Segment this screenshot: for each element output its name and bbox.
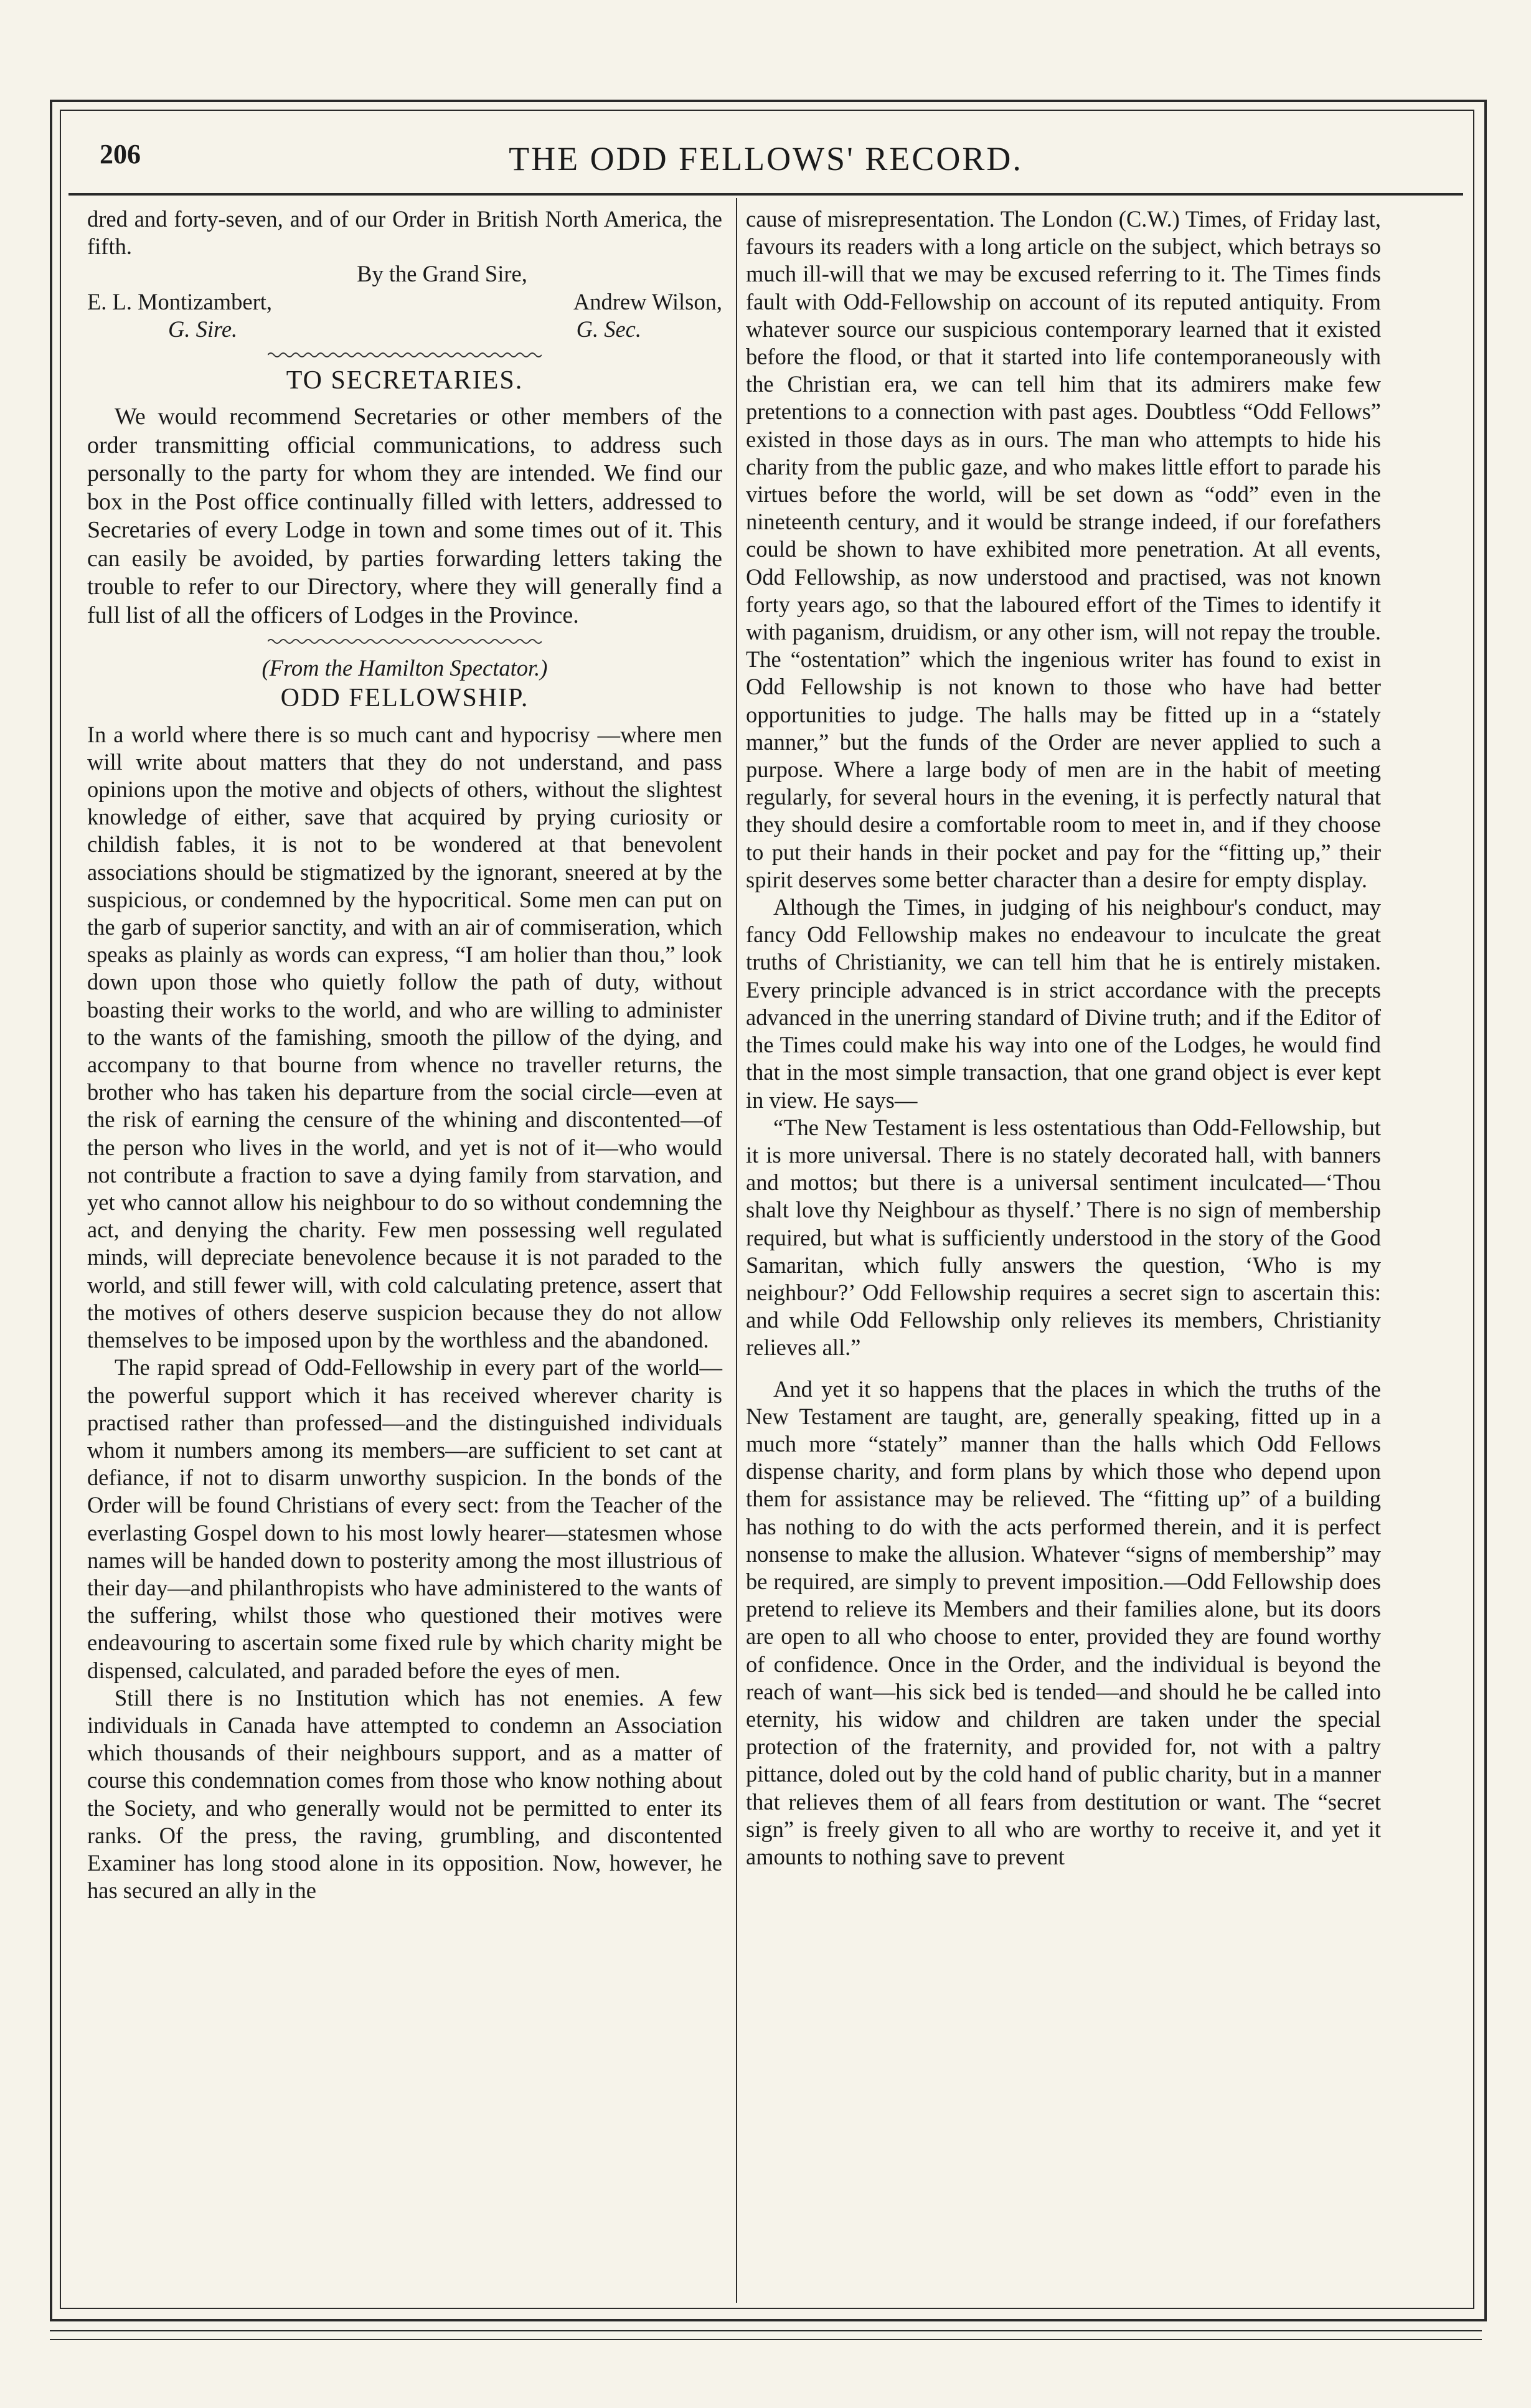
left-column [87,205,722,1904]
right-paragraph-1: cause of misrepresentation. The London (C.W.) Times, of Friday last, favours its readers with a long article on the subject, which betrays so much ill-will that we may be excused referring to it. The Times finds fault with Odd-Fellowship on account of its reputed antiquity. From whatever source our suspicious contemporary learned that it existed before the flood, or that it started into life contemporaneously with the Christian era, we can tell him that its admirers make few pretentions to a connection with past ages. Doubtless “Odd Fellows” existed in those days as in ours. The man who attempts to hide his charity from the public gaze, and who makes little effort to parade his virtues before the world, will be set down as “odd” even in the nineteenth century, and it would be strange indeed, if our forefathers could be shown to have exhibited more penetration. At all events, Odd Fellowship, as now understood and practised, was not known forty years ago, so that the laboured effort of the Times to identify it with paganism, druidism, or any other ism, will not repay the trouble. The “ostentation” which the ingenious writer has found to exist in Odd Fellowship is not known to those who have had better opportunities to judge. The halls may be fitted up in a “stately manner,” but the funds of the Order are never applied to such a purpose. Where a large body of men are in the habit of meeting regularly, for several hours in the evening, it is perfectly natural that they should desire a comfortable room to meet in, and if they choose to put their hands in their pocket and pay for the “fitting up,” their spirit deserves some better character than a desire for empty display. [746,206,1381,892]
by-line: By the Grand Sire, [357,261,527,287]
signer-left-title: G. Sire. [168,316,238,342]
ornamental-divider [268,351,542,359]
page-header [68,131,1463,199]
header-rule [68,193,1463,196]
ornamental-divider-2 [268,637,542,646]
running-title: THE ODD FELLOWS' RECORD. [509,140,1023,177]
signatures [87,288,722,316]
notice-heading: TO SECRETARIES. [286,366,524,395]
article-paragraph-2: The rapid spread of Odd-Fellowship in every part of the world—the powerful support which it has received wherever charity is practised rather than professed—and the distinguished individuals whom it numbers among its members—are sufficient to set cant at defiance, if not to disarm unworthy suspicion. In the bonds of the Order will be found Christians of every sect: from the Teacher of the everlasting Gospel down to his most lowly hearer—statesmen whose names will be handed down to posterity among the most illustrious of their day—and philanthropists who have administered to the wants of the suffering, whilst those who questioned their motives were endeavouring to ascertain some fixed rule by which charity might be dispensed, calculated, and paraded before the eyes of men. [87,1354,722,1683]
article-paragraph-3: Still there is no Institution which has not enemies. A few individuals in Canada have attempted to condemn an Association which thousands of their neighbours support, and as a matter of course this condemnation comes from those who know nothing about the Society, and who generally would not be permitted to enter its ranks. Of the press, the raving, grumbling, and discontented Examiner has long stood alone in its opposition. Now, however, he has secured an ally in the [87,1684,722,1904]
quoted-passage: “The New Testament is less ostentatious than Odd-Fellowship, but it is more universal. There is no stately decorated hall, with banners and mottos; but there is a universal sentiment inculcated—‘Thou shalt love thy Neighbour as thyself.’ There is no sign of membership required, but what is sufficiently understood in the story of the Good Samaritan, which fully answers the question, ‘Who is my neighbour?’ Odd Fellowship requires a secret sign to ascertain this: and while Odd Fellowship only relieves its members, Christianity relieves all.” [746,1114,1381,1361]
notice-text: We would recommend Secretaries or other members of the order transmitting official communications, to address such personally to the party for whom they are intended. We find our box in the Post office continually filled with letters, addressed to Secretaries of every Lodge in town and some times out of it. This can easily be avoided, by parties forwarding letters taking the trouble to refer to our Directory, where they will generally find a full list of all the officers of Lodges in the Province. [87,404,722,628]
signature-titles [87,316,722,343]
article-heading: ODD FELLOWSHIP. [280,684,529,713]
column-divider [736,198,737,2303]
source-line: (From the Hamilton Spectator.) [261,655,548,681]
signer-right-title: G. Sec. [576,316,641,342]
right-paragraph-2: Although the Times, in judging of his neighbour's conduct, may fancy Odd Fellowship makes no endeavour to inculcate the great truths of Christianity, we can tell him that he is entirely mistaken. Every principle advanced is in strict accordance with the precepts advanced in the unerring standard of Divine truth; and if the Editor of the Times could make his way into one of the Lodges, he would find that in the most simple transaction, that one grand object is ever kept in view. He says— [746,894,1381,1113]
signer-right-name: Andrew Wilson, [573,288,722,314]
proclamation-ending: dred and forty-seven, and of our Order in British North America, the fifth. [87,206,722,260]
article-paragraph-1: In a world where there is so much cant and hypocrisy —where men will write about matters that they do not understand, and pass opinions upon the motive and objects of others, without the slightest knowledge of either, save that acquired by prying curiosity or childish fables, it is not to be wondered at that benevolent associations should be stigmatized by the ignorant, sneered at by the suspicious, or condemned by the hypocritical. Some men can put on the garb of superior sanctity, and with an air of commiseration, which speaks as plainly as words can express, “I am holier than thou,” look down upon those who quietly follow the path of duty, without boasting their works to the world, and who are willing to administer to the wants of the famishing, smooth the pillow of the dying, and accompany to that bourne from whence no traveller returns, the brother who has taken his departure from the social circle—even at the risk of earning the censure of the whining and discontented—of the person who lives in the world, and yet is not of it—who would not contribute a fraction to save a dying family from starvation, and yet who cannot allow his neighbour to do so without condemning the act, and denying the charity. Few men possessing well regulated minds, will depreciate benevolence because it is not paraded to the world, and still fewer will, with cold calculating pretence, assert that the motives of others deserve suspicion because they do not allow themselves to be imposed upon by the worthless and the abandoned. [87,721,722,1353]
right-column [746,205,1381,1871]
paragraph-gap [746,1362,1381,1376]
page-number: 206 [100,139,141,169]
bottom-rules [50,2323,1482,2340]
signer-left-name: E. L. Montizambert, [87,288,272,314]
right-paragraph-3: And yet it so happens that the places in which the truths of the New Testament are taught, are, generally speaking, fitted up in a much more “stately” manner than the halls which Odd Fellows dispense charity, and form plans by which those who depend upon them for assistance may be relieved. The “fitting up” of a building has nothing to do with the acts performed therein, and it is perfect nonsense to make the allusion. Whatever “signs of membership” may be required, are simply to prevent imposition.—Odd Fellowship does pretend to relieve its Members and their families alone, but its doors are open to all who choose to enter, provided they are found worthy of confidence. Once in the Order, and the individual is beyond the reach of want—his sick bed is tended—and should he be called into eternity, his widow and children are taken under the special protection of the fraternity, and provided for, not with a paltry pittance, doled out by the cold hand of public charity, but in a manner that relieves them of all fears from destitution or want. The “secret sign” is freely given to all who are worthy to receive it, and yet it amounts to nothing save to prevent [746,1376,1381,1869]
